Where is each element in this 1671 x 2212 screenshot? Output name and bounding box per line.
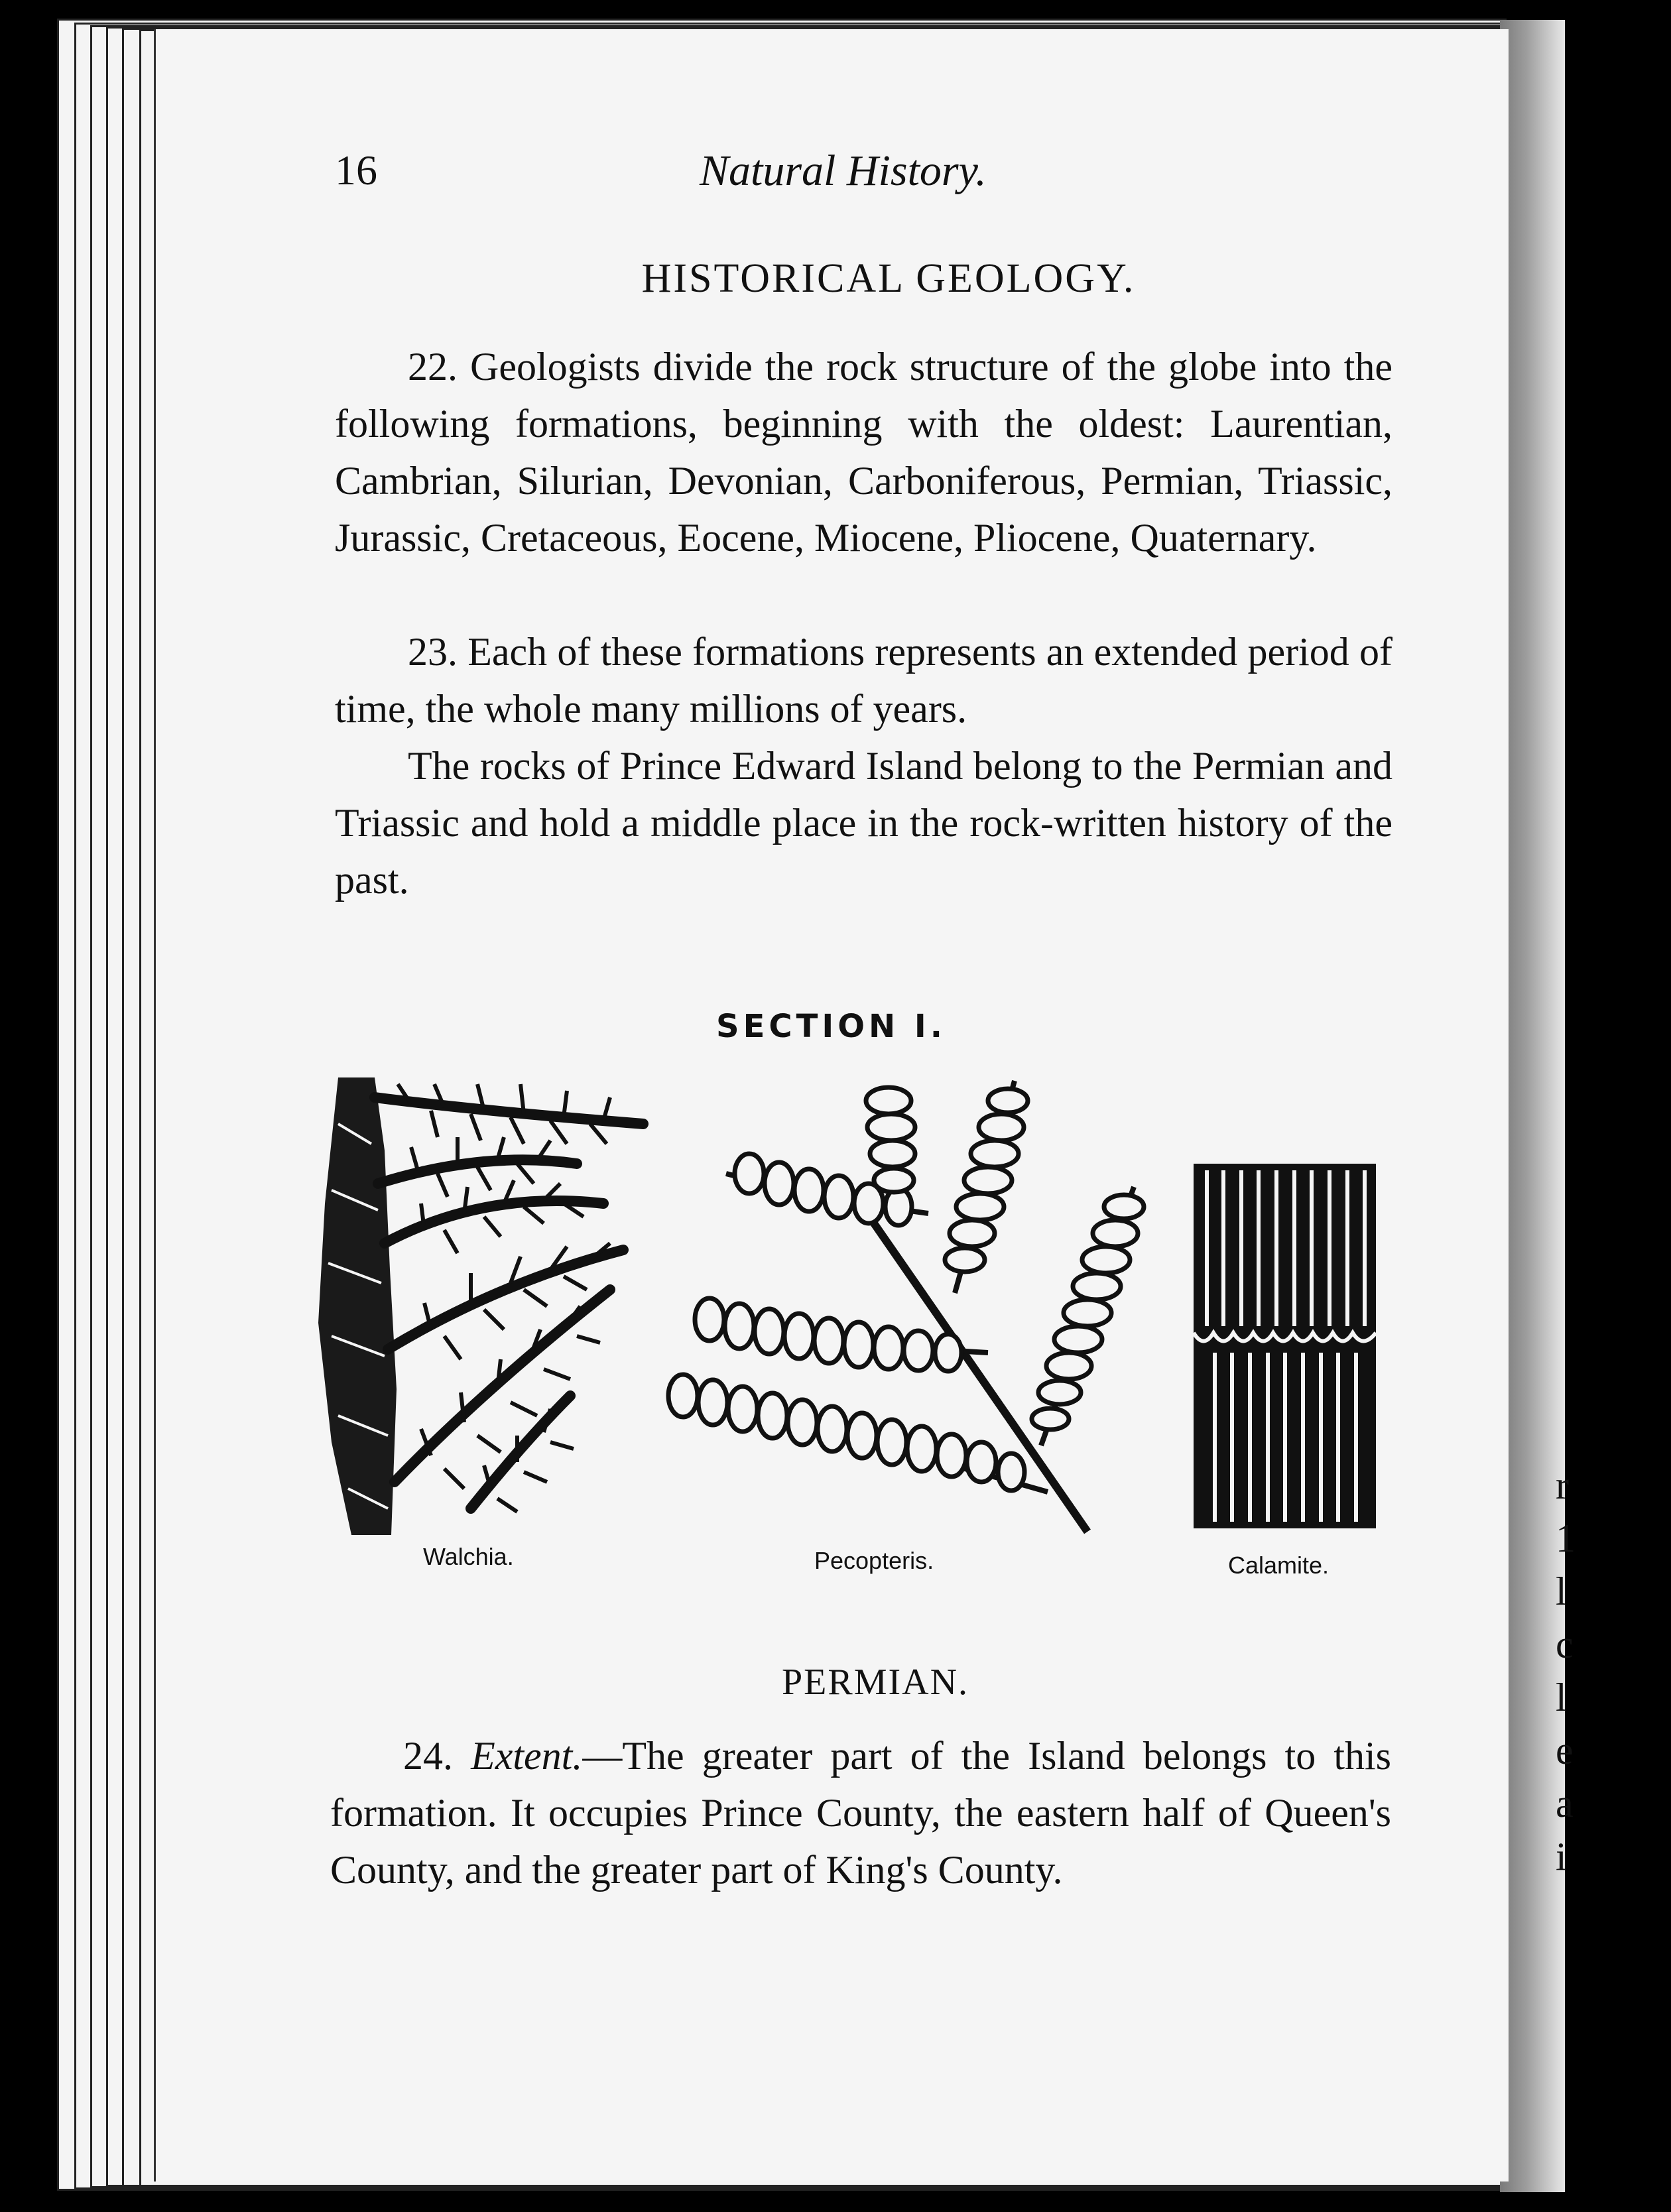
next-page-letters: r 1 l c l e a i (1556, 1463, 1576, 1878)
walchia-illustration (312, 1071, 656, 1548)
running-head: Natural History. (700, 147, 987, 195)
paragraph-rocks: The rocks of Prince Edward Island belong to the Permian and Triassic and hold a middle place in the rock-written history of the past. (335, 744, 1392, 902)
page-number: 16 (335, 147, 377, 194)
pecopteris-caption: Pecopteris. (814, 1547, 934, 1574)
paragraph-24-lead: Extent. (471, 1734, 583, 1778)
walchia-caption: Walchia. (423, 1543, 514, 1570)
section-label: SECTION I. (716, 1008, 946, 1045)
pecopteris-illustration (663, 1074, 1154, 1538)
page-header (335, 146, 1044, 206)
paragraph-24-text: —The greater part of the Island belongs to this formation. It occupies Prince County, the eastern half of Queen's County, and the greater part of King's County. (330, 1734, 1392, 1892)
paragraph-24 (330, 1727, 1391, 1898)
permian-heading: PERMIAN. (781, 1662, 969, 1703)
paragraph-24-number: 24. (403, 1734, 453, 1778)
calamite-illustration (1194, 1164, 1379, 1535)
calamite-caption: Calamite. (1228, 1552, 1330, 1579)
chapter-heading: HISTORICAL GEOLOGY. (641, 256, 1136, 301)
paragraph-23: 23. Each of these formations represents an extended period of time, the whole many millions of years. (335, 630, 1392, 731)
paragraph-22: 22. Geologists divide the rock structure of the globe into the following formations, beginning with the oldest: Laurentian, Cambrian, Silurian, Devonian, Carboniferous, Permian, Triassic, Jurassic, Cretaceous, Eocene, Miocene, Pliocene, Quaternary. (335, 345, 1392, 560)
